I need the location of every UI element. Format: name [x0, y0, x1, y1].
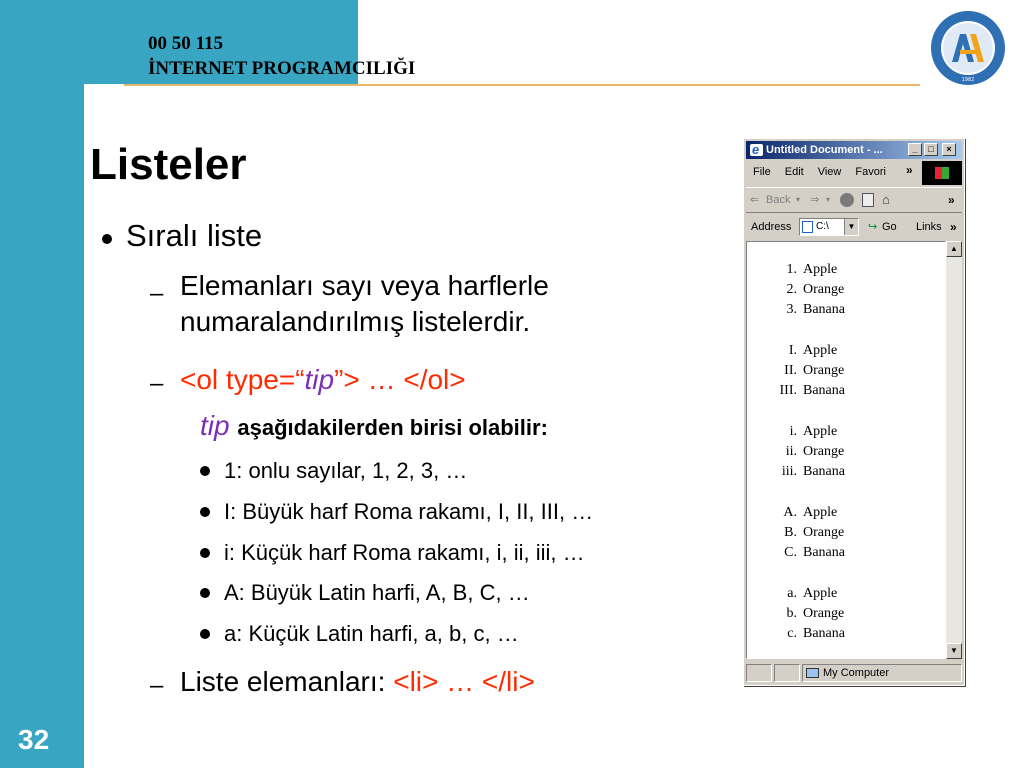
go-arrow-icon[interactable]: ↪ — [868, 221, 878, 233]
list-item-text: Banana — [803, 464, 845, 479]
list-marker: C. — [784, 545, 797, 560]
list-item — [747, 442, 947, 462]
list-item-text: Orange — [803, 444, 845, 459]
list-marker: B. — [784, 525, 797, 540]
bullet-dot — [200, 507, 210, 517]
bullet-dot — [200, 629, 210, 639]
type-item-text: i: Küçük harf Roma rakamı, i, ii, iii, … — [224, 540, 585, 565]
list-item-text: Banana — [803, 302, 845, 317]
dash-marker: – — [150, 370, 164, 397]
forward-arrow-icon[interactable]: ⇒ — [810, 194, 820, 206]
course-code: 00 50 115 — [148, 33, 223, 54]
ie-logo-icon — [750, 144, 763, 156]
back-button[interactable]: Back — [766, 194, 791, 206]
list-item — [747, 260, 947, 280]
home-icon[interactable]: ⌂ — [882, 192, 890, 207]
list-item-text: Banana — [803, 545, 845, 560]
back-arrow-icon[interactable]: ⇐ — [750, 194, 760, 206]
left-sidebar-band — [0, 0, 84, 768]
forward-dropdown-icon[interactable]: ▾ — [826, 195, 831, 204]
list-marker: i. — [789, 424, 797, 439]
browser-window — [743, 138, 965, 686]
list-item — [747, 422, 947, 442]
list-marker: ii. — [785, 444, 797, 459]
list-item-text: Orange — [803, 363, 845, 378]
bullet-dot — [200, 466, 210, 476]
list-item-text: Orange — [803, 282, 845, 297]
corner-curve — [84, 84, 124, 124]
type-item-text: 1: onlu sayılar, 1, 2, 3, … — [224, 458, 468, 483]
menu-favorites[interactable]: Favori — [855, 166, 886, 178]
menu-edit[interactable]: Edit — [784, 166, 804, 178]
bullet-dot — [102, 234, 112, 244]
list-item — [747, 604, 947, 624]
links-button[interactable]: Links — [916, 221, 942, 233]
browser-toolbar — [746, 187, 962, 213]
list-item-text: Apple — [803, 343, 838, 358]
list-item-text: Banana — [803, 626, 845, 641]
list-item-text: Orange — [803, 525, 845, 540]
menu-file[interactable]: File — [753, 166, 771, 178]
document-area — [746, 241, 946, 659]
header-divider — [124, 84, 920, 86]
list-items-line — [180, 664, 535, 700]
go-button[interactable]: Go — [882, 221, 897, 233]
dash-marker: – — [150, 672, 164, 699]
list-item — [747, 543, 947, 563]
description-text — [180, 268, 549, 340]
list-marker: I. — [788, 343, 797, 358]
list-marker: A. — [783, 505, 797, 520]
maximize-button[interactable]: □ — [924, 143, 938, 156]
ol-syntax-tip: tip — [304, 364, 335, 395]
status-cell — [746, 664, 772, 682]
list-item-text: Apple — [803, 262, 838, 277]
list-item-text: Apple — [803, 424, 838, 439]
bullet-dot — [200, 588, 210, 598]
logo-year: 1982 — [961, 77, 975, 83]
computer-icon — [806, 668, 819, 678]
list-item — [747, 462, 947, 482]
browser-window-title: Untitled Document - ... — [766, 144, 883, 156]
scroll-down-icon[interactable]: ▼ — [946, 643, 962, 659]
list-marker: 1. — [786, 262, 797, 277]
list-item — [747, 584, 947, 604]
stop-icon[interactable] — [840, 193, 854, 207]
links-overflow-icon[interactable]: » — [950, 220, 957, 234]
address-dropdown-icon[interactable]: ▼ — [844, 219, 858, 235]
type-item — [200, 499, 593, 525]
course-name: İNTERNET PROGRAMCILIĞI — [148, 58, 416, 79]
list-marker: II. — [784, 363, 797, 378]
refresh-icon[interactable] — [862, 193, 874, 207]
list-item — [747, 381, 947, 401]
ol-syntax-close: ”> … </ol> — [334, 364, 466, 395]
status-bar — [746, 663, 962, 683]
course-header — [148, 31, 415, 81]
scroll-up-icon[interactable]: ▲ — [946, 241, 962, 257]
li-syntax: <li> … </li> — [393, 666, 535, 697]
list-item — [747, 523, 947, 543]
list-item — [747, 341, 947, 361]
list-marker: b. — [786, 606, 797, 621]
vertical-scrollbar[interactable] — [946, 241, 962, 659]
address-input[interactable] — [799, 218, 859, 236]
page-icon — [802, 221, 813, 233]
list-marker: 2. — [786, 282, 797, 297]
type-item — [200, 540, 585, 566]
description-line-1: Elemanları sayı veya harflerle — [180, 270, 549, 301]
type-item-text: a: Küçük Latin harfi, a, b, c, … — [224, 621, 519, 646]
page-number: 32 — [18, 724, 50, 755]
list-marker: c. — [787, 626, 797, 641]
list-marker: a. — [787, 586, 797, 601]
type-item — [200, 580, 530, 606]
list-item-text: Apple — [803, 505, 838, 520]
tip-word: tip — [200, 410, 230, 441]
type-item — [200, 621, 519, 647]
address-value: C:\ — [816, 221, 829, 232]
status-text: My Computer — [823, 667, 890, 679]
list-item-text: Orange — [803, 606, 845, 621]
list-marker: iii. — [781, 464, 797, 479]
status-zone — [802, 664, 962, 682]
list-item — [747, 361, 947, 381]
tip-text: aşağıdakilerden birisi olabilir: — [237, 415, 548, 440]
address-bar — [746, 215, 962, 239]
list-item — [747, 300, 947, 320]
list-item — [747, 503, 947, 523]
bullet-main-text: Sıralı liste — [126, 218, 263, 253]
ol-syntax — [180, 362, 466, 398]
toolbar-overflow-icon[interactable]: » — [948, 193, 955, 207]
bullet-dot — [200, 548, 210, 558]
type-item-text: I: Büyük harf Roma rakamı, I, II, III, … — [224, 499, 594, 524]
close-button[interactable]: × — [942, 143, 956, 156]
list-item — [747, 624, 947, 644]
menu-overflow-icon[interactable]: » — [906, 163, 913, 177]
description-line-2: numaralandırılmış listelerdir. — [180, 306, 531, 337]
list-marker: III. — [779, 383, 797, 398]
slide-title: Listeler — [90, 140, 247, 189]
list-items-label: Liste elemanları: — [180, 666, 386, 697]
minimize-button[interactable]: _ — [908, 143, 922, 156]
university-logo-icon — [930, 10, 1006, 86]
address-label: Address — [751, 221, 792, 233]
type-item — [200, 458, 467, 484]
back-dropdown-icon[interactable]: ▾ — [796, 195, 801, 204]
type-item-text: A: Büyük Latin harfi, A, B, C, … — [224, 580, 530, 605]
status-cell — [774, 664, 800, 682]
tip-explanation — [200, 410, 548, 442]
list-item — [747, 280, 947, 300]
windows-throbber-icon — [922, 161, 962, 185]
dash-marker: – — [150, 280, 164, 307]
list-item-text: Banana — [803, 383, 845, 398]
bullet-main — [102, 218, 262, 254]
list-item-text: Apple — [803, 586, 838, 601]
menu-view[interactable]: View — [817, 166, 842, 178]
list-marker: 3. — [786, 302, 797, 317]
ol-syntax-open: <ol type=“ — [180, 364, 305, 395]
